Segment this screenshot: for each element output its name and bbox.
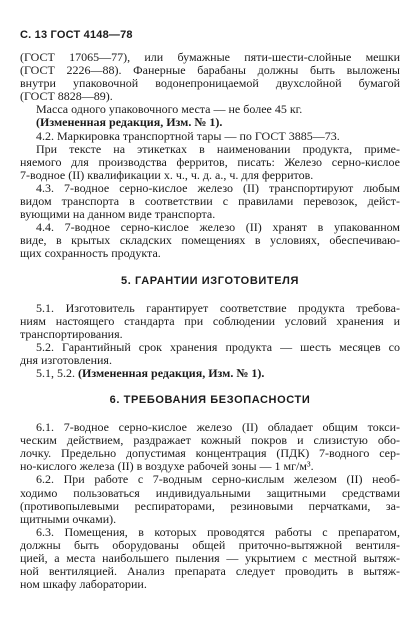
text-line: ной вентиляцией. Анализ препарата следует проводить в вытяж- <box>20 564 400 579</box>
text-line: но-кислого железа (II) в воздухе рабочей зоны — 1 мг/м³. <box>20 459 314 474</box>
text-line: цией, а места наибольшего пыления — укрытием с местной вытяж- <box>20 551 400 565</box>
text-line: При тексте на этикетках в наименовании продукта, приме- <box>36 141 400 156</box>
text-line: 4.3. 7-водное серно-кислое железо (II) транспортируют любым <box>36 180 400 195</box>
text-line: 6.1. 7-водное серно-кислое железо (II) обладает общим токси- <box>36 420 400 435</box>
spacer <box>20 380 400 394</box>
text-line: 5.1, 5.2. (Измененная редакция, Изм. № 1). <box>36 365 265 380</box>
text-line: должны быть оборудованы общей приточно-вытяжной вентиля- <box>20 537 400 552</box>
text-line: ходимо пользоваться индивидуальными защитными средствами <box>20 485 400 500</box>
text-line: ном шкафу лаборатории. <box>20 577 147 592</box>
text-line: виде, в крытых складских помещениях в условиях, обеспечиваю- <box>20 233 400 248</box>
text-line: 5.2. Гарантийный срок хранения продукта — шесть месяцев со <box>36 339 400 354</box>
text-line: ческим действием, раздражает кожный покров и слизистую обо- <box>20 433 400 448</box>
text-line: (Измененная редакция, Изм. № 1). <box>36 115 223 130</box>
text-line: няемого для производства ферритов, писать: Железо серно-кислое <box>20 154 400 169</box>
text-line: 6.3. Помещения, в которых проводятся работы с препаратом, <box>36 524 400 539</box>
text-line: лочку. Предельно допустимая концентрация (ПДК) 7-водного сер- <box>20 446 400 461</box>
text-line: 4.4. 7-водное серно-кислое железо (II) хранят в упакованном <box>36 220 400 235</box>
text-line: транспортирования. <box>20 326 123 341</box>
text-line: щих сохранность продукта. <box>20 246 161 261</box>
spacer <box>20 261 400 275</box>
text-line: 4.2. Маркировка транспортной тары — по ГОСТ 3885—73. <box>36 128 340 143</box>
page-header: С. 13 ГОСТ 4148—78 <box>20 29 133 41</box>
section-heading: 5. ГАРАНТИИ ИЗГОТОВИТЕЛЯ <box>121 274 299 287</box>
text-line: вующими на данном виде транспорта. <box>20 207 216 222</box>
text-line: 7-водное (II) квалификации х. ч., ч. д. а., ч. для ферритов. <box>20 167 314 182</box>
spacer <box>20 288 400 302</box>
text-line: дня изготовления. <box>20 352 112 367</box>
section-heading: 6. ТРЕБОВАНИЯ БЕЗОПАСНОСТИ <box>109 394 311 407</box>
text-line: щитными очками). <box>20 511 117 526</box>
text-line: (ГОСТ 8828—89). <box>20 89 113 104</box>
text-line: 6.2. При работе с 7-водным серно-кислым железом (II) необ- <box>36 472 400 487</box>
spacer <box>20 407 400 421</box>
text-line: видом транспорта в соответствии с правилами перевозок, дейст- <box>20 194 400 209</box>
document-body <box>20 51 400 591</box>
text-line: (противопылевыми респираторами, резиновыми перчатками, за- <box>20 498 400 513</box>
text-line: Масса одного упаковочного места — не более 45 кг. <box>36 102 303 117</box>
text-line: (ГОСТ 17065—77), или бумажные пяти-шести-слойные мешки <box>20 50 400 64</box>
text-line: 5.1. Изготовитель гарантирует соответствие продукта требова- <box>36 300 400 315</box>
text-line: внутри упаковочной водонепроницаемой двухслойной бумагой <box>20 76 400 91</box>
text-line: ниям настоящего стандарта при соблюдении условий хранения и <box>20 313 400 328</box>
text-line: (ГОСТ 2226—88). Фанерные барабаны должны быть выложены <box>20 63 400 78</box>
